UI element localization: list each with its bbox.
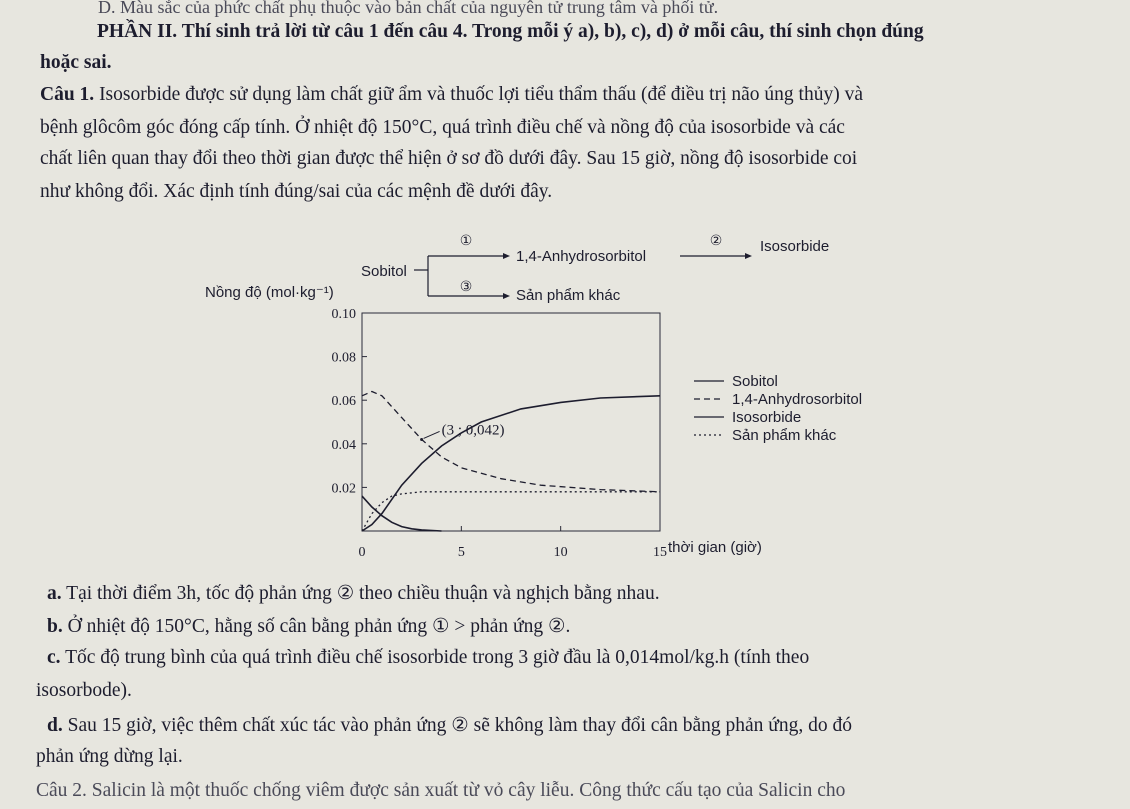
x-tick-label: 5 [457, 545, 465, 560]
legend-label-1: Sobitol [732, 373, 778, 390]
statement-c-line2: isosorbode). [36, 680, 132, 701]
question-1-line3: chất liên quan thay đổi theo thời gian được thể hiện ở sơ đồ dưới đây. Sau 15 giờ, nồng độ isosorbide coi [40, 148, 858, 169]
reaction-scheme [361, 232, 829, 304]
statement-b-text: Ở nhiệt độ 150°C, hằng số cân bằng phản ứng ① > phản ứng ②. [67, 616, 571, 637]
step-3-label: ③ [459, 278, 473, 294]
series-line-1 [362, 496, 442, 531]
step-1-label: ① [459, 232, 473, 248]
y-axis-label: Nồng độ (mol·kg⁻¹) [205, 284, 334, 301]
x-axis-label: thời gian (giờ) [668, 539, 762, 556]
question-1-text: Isosorbide được sử dụng làm chất giữ ẩm và thuốc lợi tiểu thẩm thấu (để điều trị não úng thủy) và [99, 84, 863, 105]
statement-d-text: Sau 15 giờ, việc thêm chất xúc tác vào phản ứng ② sẽ không làm thay đổi cân bằng phản ứng, do đó [67, 715, 852, 736]
legend-label-4: Sản phẩm khác [732, 427, 837, 444]
statement-b-label: b. [47, 616, 63, 637]
legend-label-2: 1,4-Anhydrosorbitol [732, 391, 863, 408]
question-2-cut: Câu 2. Salicin là một thuốc chống viêm được sản xuất từ vỏ cây liễu. Công thức cấu tạo của Salicin cho [36, 780, 846, 801]
statement-c-text: Tốc độ trung bình của quá trình điều chế isosorbide trong 3 giờ đầu là 0,014mol/kg.h (tính theo [65, 647, 810, 668]
y-tick-label: 0.02 [331, 481, 356, 497]
legend-label-3: Isosorbide [732, 409, 802, 426]
statement-b [47, 614, 1120, 638]
statement-d [47, 713, 1120, 737]
scheme-start-sobitol: Sobitol [361, 263, 407, 280]
y-tick-label: 0.10 [331, 307, 356, 322]
annotation-label: (3 ; 0,042) [441, 422, 505, 439]
question-1-line2: bệnh glôcôm góc đóng cấp tính. Ở nhiệt độ 150°C, quá trình điều chế và nồng độ của isosorbide và các [40, 117, 845, 138]
step-2-label: ② [709, 232, 723, 248]
x-tick-label: 0 [358, 545, 366, 560]
annotation-leader [424, 431, 440, 438]
y-tick-label: 0.08 [331, 350, 356, 366]
statement-a-text: Tại thời điểm 3h, tốc độ phản ứng ② theo chiều thuận và nghịch bằng nhau. [66, 583, 660, 604]
question-1-label: Câu 1. [40, 84, 95, 105]
plot-frame [362, 313, 660, 531]
scheme-other-products: Sản phẩm khác [516, 287, 621, 304]
x-tick-label: 10 [553, 545, 568, 560]
question-1-line4: như không đổi. Xác định tính đúng/sai của các mệnh đề dưới đây. [40, 181, 553, 202]
statement-a [47, 581, 1120, 605]
statement-d-label: d. [47, 715, 63, 736]
statement-d-line2: phản ứng dừng lại. [36, 746, 183, 767]
series-line-4 [362, 492, 660, 531]
statement-c-label: c. [47, 647, 61, 668]
scheme-product: Isosorbide [760, 238, 830, 255]
x-tick-label: 15 [653, 545, 667, 560]
annotation-point [420, 438, 423, 441]
scheme-intermediate: 1,4-Anhydrosorbitol [516, 248, 647, 265]
part2-heading-line1: PHẦN II. Thí sinh trả lời từ câu 1 đến câu 4. Trong mỗi ý a), b), c), d) ở mỗi câu, thí sinh chọn đúng [97, 21, 924, 42]
cut-previous-line: D. Màu sắc của phức chất phụ thuộc vào bản chất của nguyên tử trung tâm và phối tử. [98, 0, 719, 17]
chart-legend [694, 373, 862, 444]
y-tick-label: 0.06 [331, 394, 356, 410]
part2-heading-line2: hoặc sai. [40, 52, 112, 73]
statement-a-label: a. [47, 583, 62, 604]
series-line-3 [362, 396, 660, 531]
series-line-2 [362, 392, 660, 492]
y-tick-label: 0.04 [331, 437, 356, 453]
statement-c [47, 647, 1120, 669]
concentration-plot [205, 284, 762, 560]
